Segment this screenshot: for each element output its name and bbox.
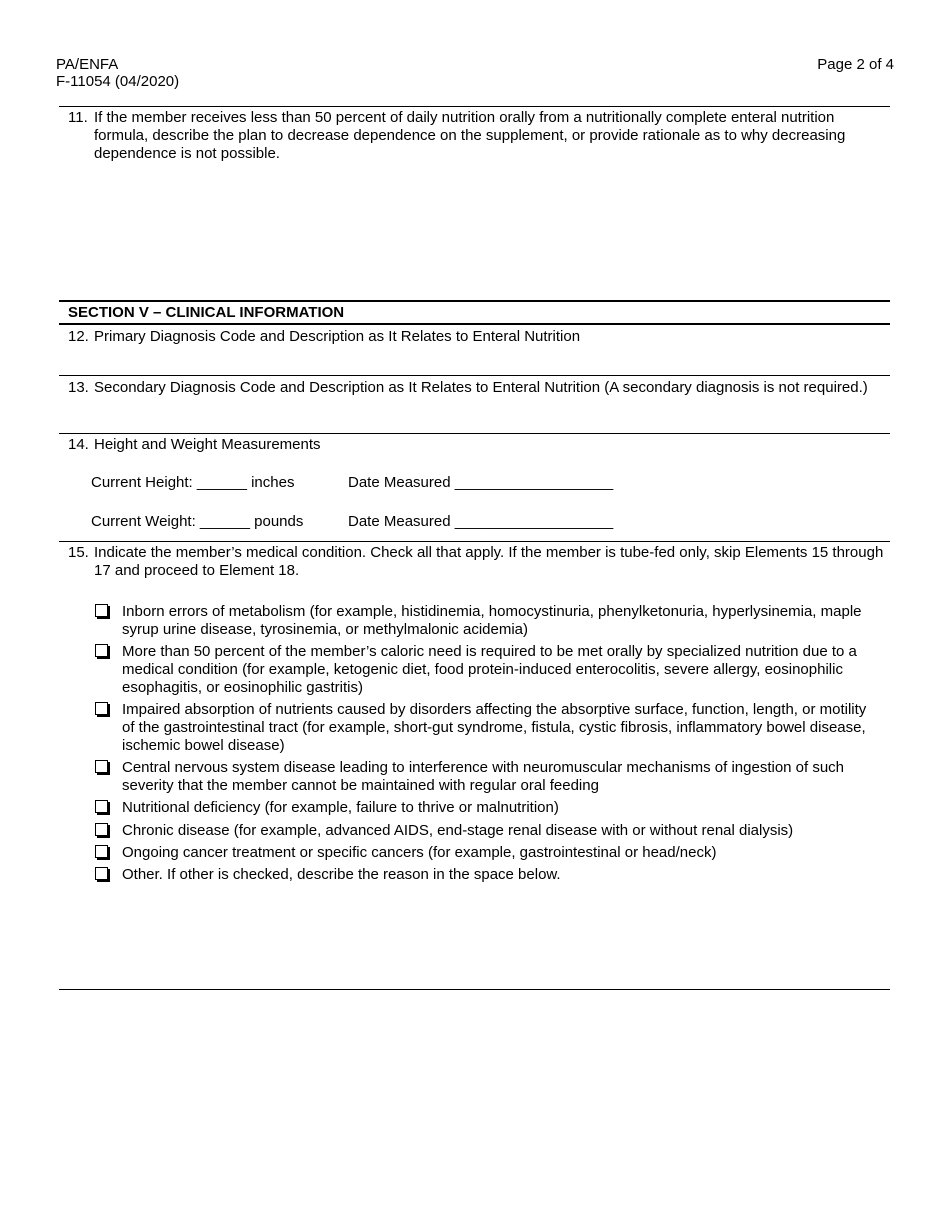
current-weight-field[interactable]: Current Weight: ______ pounds bbox=[91, 513, 304, 530]
checkbox[interactable] bbox=[95, 823, 108, 836]
q15-number: 15. bbox=[68, 544, 89, 561]
q13-number: 13. bbox=[68, 379, 89, 396]
q14-text: Height and Weight Measurements bbox=[94, 436, 321, 453]
checkbox[interactable] bbox=[95, 702, 108, 715]
section-divider-bottom bbox=[59, 323, 890, 325]
q14-number: 14. bbox=[68, 436, 89, 453]
q12-text: Primary Diagnosis Code and Description as It Relates to Enteral Nutrition bbox=[94, 328, 581, 345]
option-label: Other. If other is checked, describe the reason in the space below. bbox=[122, 866, 561, 883]
divider bbox=[59, 106, 890, 107]
q11-number: 11. bbox=[68, 109, 88, 126]
section-title: SECTION V – CLINICAL INFORMATION bbox=[68, 304, 345, 321]
q13-text: Secondary Diagnosis Code and Description as It Relates to Enteral Nutrition (A secondary diagnosis is not required.) bbox=[94, 379, 868, 396]
option-label: Nutritional deficiency (for example, failure to thrive or malnutrition) bbox=[122, 799, 559, 816]
height-date-field[interactable]: Date Measured ___________________ bbox=[348, 474, 614, 491]
divider bbox=[59, 375, 890, 376]
weight-date-field[interactable]: Date Measured ___________________ bbox=[348, 513, 614, 530]
option-label: Chronic disease (for example, advanced AIDS, end-stage renal disease with or without renal dialysis) bbox=[122, 822, 794, 839]
option-label: Inborn errors of metabolism (for example, histidinemia, homocystinuria, phenylketonuria, hyperlysinemia, maple syrup urine disease, tyrosinemia, or methylmalonic acidemia) bbox=[122, 603, 862, 638]
divider bbox=[59, 541, 890, 542]
option-label: More than 50 percent of the member’s caloric need is required to be met orally by specialized nutrition due to a medical condition (for example, ketogenic diet, food protein-induced enterocolitis, severe allergy, eosinophilic esophagitis, or eosinophilic gastritis) bbox=[122, 643, 857, 696]
checkbox[interactable] bbox=[95, 867, 108, 880]
page-number: Page 2 of 4 bbox=[817, 56, 894, 73]
current-height-field[interactable]: Current Height: ______ inches bbox=[91, 474, 295, 491]
checkbox[interactable] bbox=[95, 845, 108, 858]
divider bbox=[59, 989, 890, 990]
q11-text: If the member receives less than 50 percent of daily nutrition orally from a nutritionally complete enteral nutrition formula, describe the plan to decrease dependence on the supplement, or provide rationale as to why decreasing dependence is not possible. bbox=[94, 109, 846, 162]
checkbox[interactable] bbox=[95, 604, 108, 617]
q12-number: 12. bbox=[68, 328, 89, 345]
program-code: PA/ENFA bbox=[56, 56, 119, 73]
option-label: Central nervous system disease leading to interference with neuromuscular mechanisms of ingestion of such severity that the member cannot be maintained with regular oral feeding bbox=[122, 759, 845, 794]
checkbox[interactable] bbox=[95, 760, 108, 773]
checkbox[interactable] bbox=[95, 644, 108, 657]
option-label: Impaired absorption of nutrients caused by disorders affecting the absorptive surface, function, length, or motility of the gastrointestinal tract (for example, short-gut syndrome, fistula, cystic fibrosis, inflammatory bowel disease, ischemic bowel disease) bbox=[122, 701, 867, 754]
section-divider-top bbox=[59, 300, 890, 302]
form-number: F-11054 (04/2020) bbox=[56, 73, 180, 90]
checkbox[interactable] bbox=[95, 800, 108, 813]
q15-text: Indicate the member’s medical condition. Check all that apply. If the member is tube-fed only, skip Elements 15 through 17 and proceed to Element 18. bbox=[94, 544, 884, 579]
option-label: Ongoing cancer treatment or specific cancers (for example, gastrointestinal or head/neck) bbox=[122, 844, 717, 861]
divider bbox=[59, 433, 890, 434]
